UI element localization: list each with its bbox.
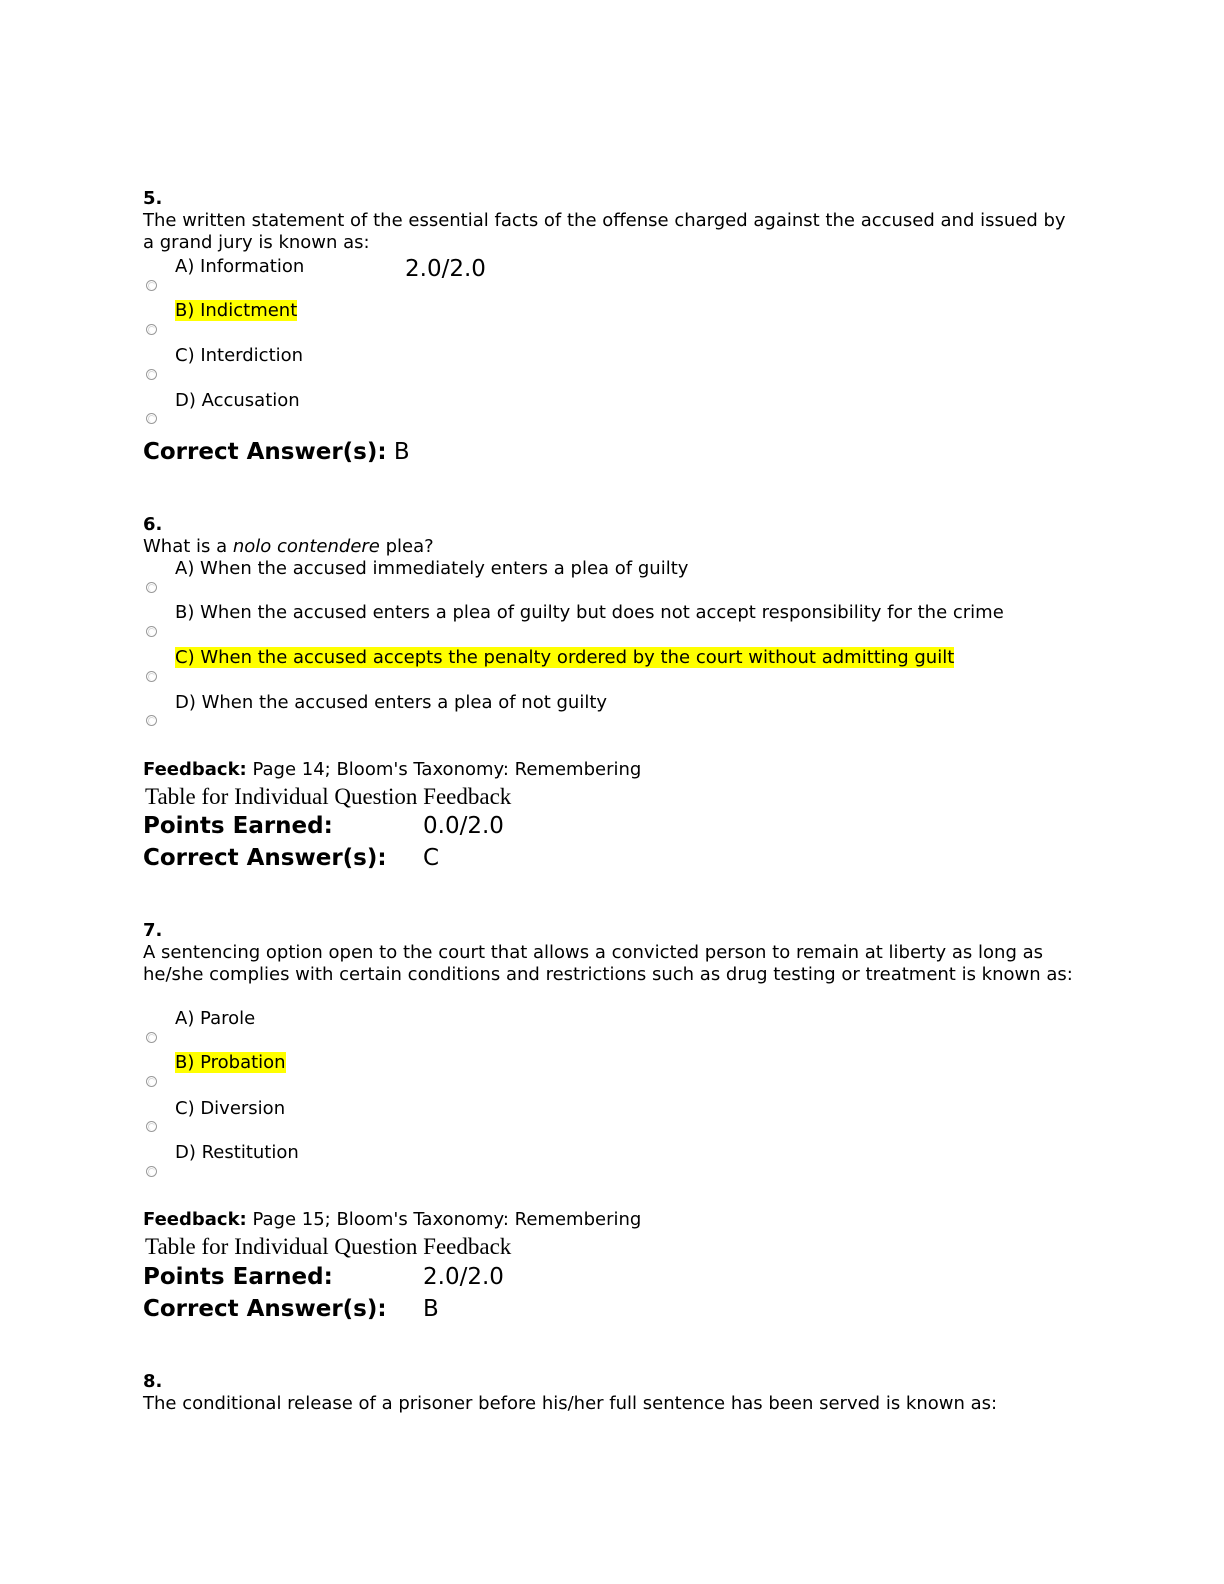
q7-radio-d[interactable] [146,1166,157,1177]
q5-radio-d[interactable] [146,413,157,424]
q6-option-a: A) When the accused immediately enters a plea of guilty [175,558,689,579]
q6-points-label-text: Points Earned: [143,813,333,839]
q7-points-label [143,1264,333,1290]
q7-feedback-label: Feedback: [143,1209,247,1230]
q5-correct-answer [143,439,410,465]
q7-feedback [143,1209,641,1230]
q7-points-label-text: Points Earned: [143,1264,333,1290]
question-5-text: The written statement of the essential facts of the offense charged against the accused and issued by a grand jury is known as: [143,210,1066,253]
question-5-number: 5. [143,188,163,209]
question-7-text: A sentencing option open to the court that allows a convicted person to remain at liberty as long as he/she complies with certain conditions and restrictions such as drug testing or treatment is known as: [143,942,1073,985]
q7-radio-a[interactable] [146,1032,157,1043]
q6-table-caption: Table for Individual Question Feedback [145,784,512,809]
q7-correct-label-text: Correct Answer(s): [143,1296,387,1322]
q6-radio-a[interactable] [146,582,157,593]
q6-radio-b[interactable] [146,626,157,637]
q6-feedback-label: Feedback: [143,759,247,780]
q6-text-after: plea? [379,536,434,557]
q6-option-b: B) When the accused enters a plea of guilty but does not accept responsibility for the crime [175,602,1004,623]
q7-correct-value: B [423,1296,439,1322]
q7-radio-c[interactable] [146,1121,157,1132]
q6-correct-label [143,845,387,871]
q5-score: 2.0/2.0 [405,256,486,282]
question-8-number: 8. [143,1371,163,1392]
q6-radio-d[interactable] [146,715,157,726]
q5-option-d: D) Accusation [175,390,300,411]
q7-option-c: C) Diversion [175,1098,286,1119]
q6-points-value: 0.0/2.0 [423,813,504,839]
q7-feedback-text: Page 15; Bloom's Taxonomy: Remembering [246,1209,642,1230]
q5-option-c: C) Interdiction [175,345,304,366]
question-8-text: The conditional release of a prisoner before his/her full sentence has been served is known as: [143,1393,998,1414]
q5-option-a: A) Information [175,256,305,277]
q5-option-b: B) Indictment [175,300,298,321]
q7-radio-b[interactable] [146,1076,157,1087]
q6-radio-c[interactable] [146,671,157,682]
q6-feedback [143,759,641,780]
q6-text-italic: nolo contendere [232,536,380,557]
q7-correct-label [143,1296,387,1322]
q6-feedback-text: Page 14; Bloom's Taxonomy: Remembering [246,759,642,780]
question-7-number: 7. [143,920,163,941]
q6-correct-label-text: Correct Answer(s): [143,845,387,871]
q5-correct-label: Correct Answer(s): [143,439,387,465]
q5-radio-c[interactable] [146,369,157,380]
q7-option-b: B) Probation [175,1052,286,1073]
q5-radio-b[interactable] [146,324,157,335]
q6-correct-value: C [423,845,440,871]
q7-table-caption: Table for Individual Question Feedback [145,1234,512,1259]
question-6-number: 6. [143,514,163,535]
q6-text-before: What is a [143,536,233,557]
q5-correct-value: B [393,439,410,465]
q7-points-value: 2.0/2.0 [423,1264,504,1290]
q6-option-c: C) When the accused accepts the penalty ordered by the court without admitting guilt [175,647,955,668]
q5-radio-a[interactable] [146,280,157,291]
q6-points-label [143,813,333,839]
q7-option-d: D) Restitution [175,1142,299,1163]
question-6-text [143,536,1073,558]
q6-option-d: D) When the accused enters a plea of not guilty [175,692,608,713]
q7-option-a: A) Parole [175,1008,256,1029]
